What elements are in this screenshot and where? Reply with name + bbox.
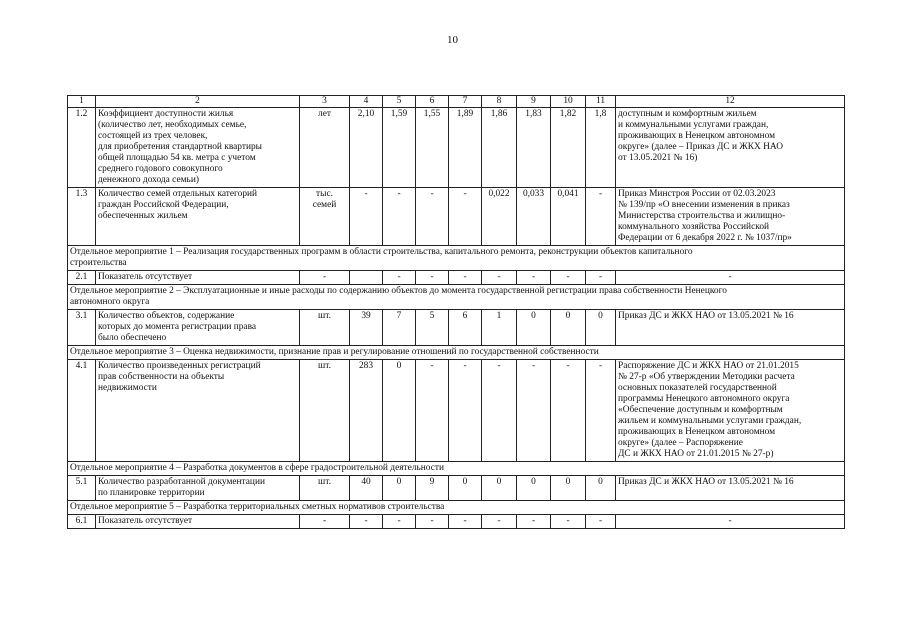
value-cell: 0 bbox=[449, 476, 482, 501]
value-cell: 1,86 bbox=[482, 108, 517, 188]
header-cell: 2 bbox=[96, 96, 300, 108]
value-cell: - bbox=[350, 515, 383, 529]
value-cell: - bbox=[383, 188, 416, 246]
value-cell: - bbox=[551, 515, 586, 529]
indicator-name: Количество произведенных регистраций прав собственности на объекты недвижимости bbox=[96, 360, 300, 462]
value-cell: - bbox=[482, 271, 517, 285]
value-cell: 0 bbox=[586, 310, 616, 346]
header-cell: 9 bbox=[517, 96, 551, 108]
value-cell: 39 bbox=[350, 310, 383, 346]
value-cell: 0 bbox=[383, 360, 416, 462]
value-cell: - bbox=[517, 360, 551, 462]
header-cell: 1 bbox=[68, 96, 96, 108]
value-cell: - bbox=[517, 515, 551, 529]
row-number: 5.1 bbox=[68, 476, 96, 501]
indicator-name: Количество разработанной документации по планировке территории bbox=[96, 476, 300, 501]
row-number: 3.1 bbox=[68, 310, 96, 346]
header-cell: 3 bbox=[300, 96, 350, 108]
section-title: Отдельное мероприятие 5 – Разработка территориальных сметных нормативов строительства bbox=[68, 501, 845, 515]
section-row bbox=[68, 501, 845, 515]
value-cell: 2,10 bbox=[350, 108, 383, 188]
value-cell: 1,82 bbox=[551, 108, 586, 188]
value-cell: - bbox=[586, 271, 616, 285]
unit-cell: шт. bbox=[300, 360, 350, 462]
table-row bbox=[68, 188, 845, 246]
value-cell: 0,033 bbox=[517, 188, 551, 246]
section-title: Отдельное мероприятие 4 – Разработка документов в сфере градостроительной деятельности bbox=[68, 462, 845, 476]
value-cell: - bbox=[482, 360, 517, 462]
value-cell bbox=[350, 271, 383, 285]
value-cell: 1,83 bbox=[517, 108, 551, 188]
value-cell: - bbox=[416, 188, 449, 246]
value-cell: - bbox=[383, 515, 416, 529]
value-cell: - bbox=[586, 188, 616, 246]
source-document: - bbox=[616, 271, 845, 285]
header-cell: 12 bbox=[616, 96, 845, 108]
value-cell: - bbox=[449, 271, 482, 285]
unit-cell: шт. bbox=[300, 476, 350, 501]
section-row bbox=[68, 285, 845, 310]
value-cell: - bbox=[449, 188, 482, 246]
source-document: Распоряжение ДС и ЖКХ НАО от 21.01.2015 № 27-р «Об утверждении Методики расчета основных показателей государственной программы Ненецкого автономного округа «Обеспечение доступным и комфортным жильем и коммунальными услугами граждан, проживающих в Ненецком автономном округе» (далее – Распоряжение ДС и ЖКХ НАО от 21.01.2015 № 27-р) bbox=[616, 360, 845, 462]
value-cell: - bbox=[449, 515, 482, 529]
value-cell: - bbox=[551, 271, 586, 285]
value-cell: - bbox=[416, 360, 449, 462]
indicator-name: Коэффициент доступности жилья (количество лет, необходимых семье, состоящей из трех человек, для приобретения стандартной квартиры общей площадью 54 кв. метра с учетом среднего годового совокупного денежного дохода семьи) bbox=[96, 108, 300, 188]
header-cell: 4 bbox=[350, 96, 383, 108]
indicator-name: Показатель отсутствует bbox=[96, 515, 300, 529]
header-row bbox=[68, 96, 845, 108]
source-document: доступным и комфортным жильем и коммунальными услугами граждан, проживающих в Ненецком автономном округе» (далее – Приказ ДС и ЖКХ НАО от 13.05.2021 № 16) bbox=[616, 108, 845, 188]
table-row bbox=[68, 271, 845, 285]
unit-cell: шт. bbox=[300, 310, 350, 346]
value-cell: 1,55 bbox=[416, 108, 449, 188]
value-cell: 0,022 bbox=[482, 188, 517, 246]
value-cell: 9 bbox=[416, 476, 449, 501]
section-title: Отдельное мероприятие 2 – Эксплуатационные и иные расходы по содержанию объектов до момента государственной регистрации права собственности Ненецкого автономного округа bbox=[68, 285, 845, 310]
value-cell: 1,89 bbox=[449, 108, 482, 188]
indicators-table bbox=[67, 95, 845, 529]
unit-cell: лет bbox=[300, 108, 350, 188]
value-cell: 0 bbox=[482, 476, 517, 501]
header-cell: 11 bbox=[586, 96, 616, 108]
source-document: - bbox=[616, 515, 845, 529]
row-number: 6.1 bbox=[68, 515, 96, 529]
section-row bbox=[68, 462, 845, 476]
indicator-name: Показатель отсутствует bbox=[96, 271, 300, 285]
table-row bbox=[68, 360, 845, 462]
unit-cell: тыс. семей bbox=[300, 188, 350, 246]
value-cell: 0 bbox=[383, 476, 416, 501]
value-cell: - bbox=[517, 271, 551, 285]
value-cell: 283 bbox=[350, 360, 383, 462]
table-body bbox=[68, 96, 845, 529]
value-cell: - bbox=[586, 515, 616, 529]
table-row bbox=[68, 476, 845, 501]
value-cell: - bbox=[551, 360, 586, 462]
value-cell: - bbox=[449, 360, 482, 462]
section-row bbox=[68, 346, 845, 360]
header-cell: 7 bbox=[449, 96, 482, 108]
indicator-name: Количество семей отдельных категорий граждан Российской Федерации, обеспеченных жильем bbox=[96, 188, 300, 246]
unit-cell: - bbox=[300, 515, 350, 529]
value-cell: 0 bbox=[551, 310, 586, 346]
page-number: 10 bbox=[447, 34, 458, 46]
value-cell: - bbox=[350, 188, 383, 246]
table-row bbox=[68, 515, 845, 529]
header-cell: 8 bbox=[482, 96, 517, 108]
section-title: Отдельное мероприятие 1 – Реализация государственных программ в области строительства, капитального ремонта, реконструкции объектов капитального строительства bbox=[68, 246, 845, 271]
row-number: 1.3 bbox=[68, 188, 96, 246]
value-cell: - bbox=[586, 360, 616, 462]
section-title: Отдельное мероприятие 3 – Оценка недвижимости, признание прав и регулирование отношений по государственной собственности bbox=[68, 346, 845, 360]
row-number: 4.1 bbox=[68, 360, 96, 462]
source-document: Приказ ДС и ЖКХ НАО от 13.05.2021 № 16 bbox=[616, 310, 845, 346]
value-cell: - bbox=[383, 271, 416, 285]
table-row bbox=[68, 310, 845, 346]
indicator-name: Количество объектов, содержание которых до момента регистрации права было обеспечено bbox=[96, 310, 300, 346]
row-number: 1.2 bbox=[68, 108, 96, 188]
header-cell: 5 bbox=[383, 96, 416, 108]
value-cell: 0,041 bbox=[551, 188, 586, 246]
value-cell: 40 bbox=[350, 476, 383, 501]
value-cell: 0 bbox=[551, 476, 586, 501]
value-cell: 1 bbox=[482, 310, 517, 346]
value-cell: 0 bbox=[517, 476, 551, 501]
unit-cell: - bbox=[300, 271, 350, 285]
value-cell: - bbox=[416, 515, 449, 529]
section-row bbox=[68, 246, 845, 271]
row-number: 2.1 bbox=[68, 271, 96, 285]
value-cell: 6 bbox=[449, 310, 482, 346]
value-cell: 0 bbox=[517, 310, 551, 346]
value-cell: 7 bbox=[383, 310, 416, 346]
value-cell: 0 bbox=[586, 476, 616, 501]
source-document: Приказ Минстроя России от 02.03.2023 № 139/пр «О внесении изменения в приказ Министерства строительства и жилищно- коммунального хозяйства Российской Федерации от 6 декабря 2022 г. № 1037/пр» bbox=[616, 188, 845, 246]
value-cell: 1,8 bbox=[586, 108, 616, 188]
header-cell: 10 bbox=[551, 96, 586, 108]
value-cell: 5 bbox=[416, 310, 449, 346]
value-cell: - bbox=[482, 515, 517, 529]
header-cell: 6 bbox=[416, 96, 449, 108]
source-document: Приказ ДС и ЖКХ НАО от 13.05.2021 № 16 bbox=[616, 476, 845, 501]
value-cell: 1,59 bbox=[383, 108, 416, 188]
value-cell: - bbox=[416, 271, 449, 285]
table-row bbox=[68, 108, 845, 188]
